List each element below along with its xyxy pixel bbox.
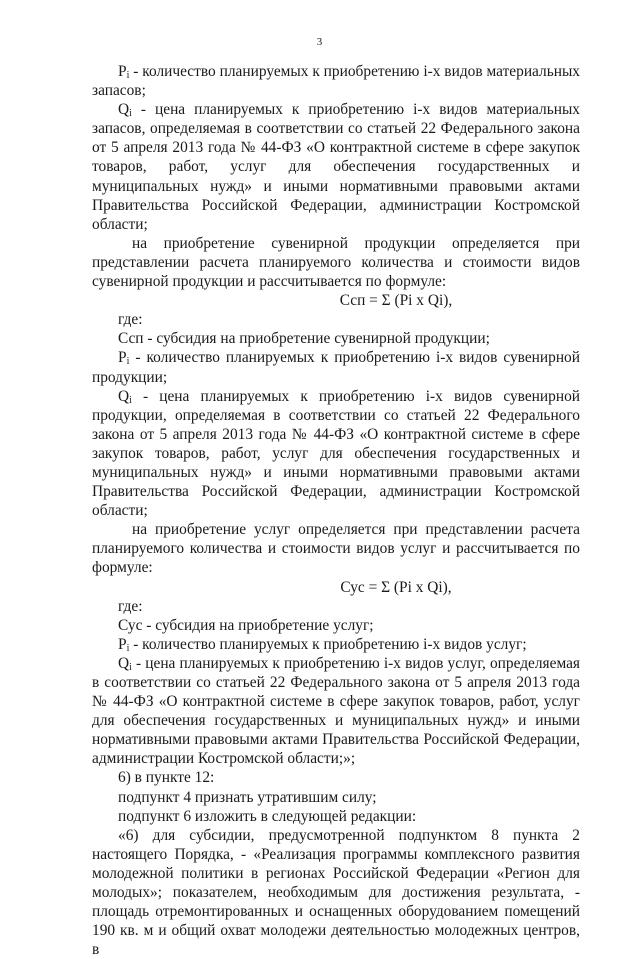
symbol-p: P — [118, 635, 127, 653]
paragraph-subitem-4: подпункт 4 признать утратившим силу; — [118, 788, 377, 806]
paragraph-text: - цена планируемых к приобретению i-х видов сувенирной продукции, определяемая в соответствии со статьей 22 Федерального закона от 5 апреля 2013 года № 44-ФЗ «О контрактной системе в сфере закупок товаров, работ, услуг для обеспечения государственных и муниципальных нужд» и иными нормативными правовыми актами Правительства Российской Федерации, администрации Костромской области; — [92, 387, 580, 520]
formula-souvenir: Ссп = Σ (Pi x Qi), — [339, 292, 453, 310]
symbol-q: Q — [118, 387, 130, 405]
paragraph-pi-materials — [92, 62, 580, 100]
paragraph-text: - цена планируемых к приобретению i-х видов услуг, определяемая в соответствии со статьей 22 Федерального закона от 5 апреля 2013 года № 44-ФЗ «О контрактной системе в сфере закупок товаров, работ, услуг для обеспечения государственных и муниципальных нужд» и иными нормативными правовыми актами Правительства Российской Федерации, администрации Костромской области;»; — [92, 654, 580, 768]
paragraph-services-intro: на приобретение услуг определяется при представлении расчета планируемого количества и стоимости видов услуг и рассчитывается по формуле: — [92, 521, 580, 577]
paragraph-souvenir-intro: на приобретение сувенирной продукции определяется при представлении расчета планируемого количества и стоимости видов сувенирной продукции и рассчитывается по формуле: — [92, 234, 580, 291]
paragraph-subsidy-8: «6) для субсидии, предусмотренной подпунктом 8 пункта 2 настоящего Порядка, - «Реализация программы комплексного развития молодежной политики в регионах Российской Федерации «Регион для молодых»; показателем, необходимым для достижения результата, - площадь отремонтированных и оснащенных оборудованием помещений 190 кв. м и общий охват молодежи деятельностью молодежных центров, в — [92, 826, 580, 959]
paragraph-sus-definition: Сус - субсидия на приобретение услуг; — [118, 616, 374, 634]
paragraph-pi-services — [92, 635, 580, 654]
where-label: где: — [118, 597, 143, 615]
paragraph-subitem-6: подпункт 6 изложить в следующей редакции: — [118, 807, 417, 825]
paragraph-pi-souvenir — [92, 348, 580, 386]
where-label: где: — [118, 311, 143, 329]
paragraph-qi-services — [92, 654, 580, 769]
subscript-i: i — [126, 70, 130, 81]
subscript-i: i — [126, 642, 130, 654]
subscript-i: i — [129, 661, 132, 673]
paragraph-text: - количество планируемых к приобретению i-х видов сувенирной продукции; — [92, 349, 580, 386]
symbol-p: P — [118, 63, 127, 80]
paragraph-qi-materials — [92, 100, 580, 234]
symbol-q: Q — [118, 101, 130, 119]
paragraph-text: - количество планируемых к приобретению i-х видов материальных запасов; — [92, 63, 580, 100]
subscript-i: i — [129, 394, 132, 406]
symbol-q: Q — [118, 654, 130, 672]
paragraph-text: - цена планируемых к приобретению i-х видов материальных запасов, определяемая в соответствии со статьей 22 Федерального закона от 5 апреля 2013 года № 44-ФЗ «О контрактной системе в сфере закупок товаров, работ, услуг для обеспечения государственных и муниципальных нужд» и иными нормативными правовыми актами Правительства Российской Федерации, администрации Костромской области; — [92, 101, 580, 233]
paragraph-text: - количество планируемых к приобретению i-х видов услуг; — [129, 635, 527, 653]
subscript-i: i — [126, 356, 130, 368]
paragraph-ssp-definition: Ссп - субсидия на приобретение сувенирной продукции; — [118, 330, 490, 348]
document-body — [92, 62, 580, 959]
subscript-i: i — [129, 108, 132, 120]
symbol-p: P — [118, 349, 127, 367]
paragraph-qi-souvenir — [92, 387, 580, 521]
page-number: 3 — [316, 36, 323, 48]
paragraph-item-12: 6) в пункте 12: — [118, 769, 215, 787]
formula-services: Сус = Σ (Pi x Qi), — [340, 578, 452, 596]
